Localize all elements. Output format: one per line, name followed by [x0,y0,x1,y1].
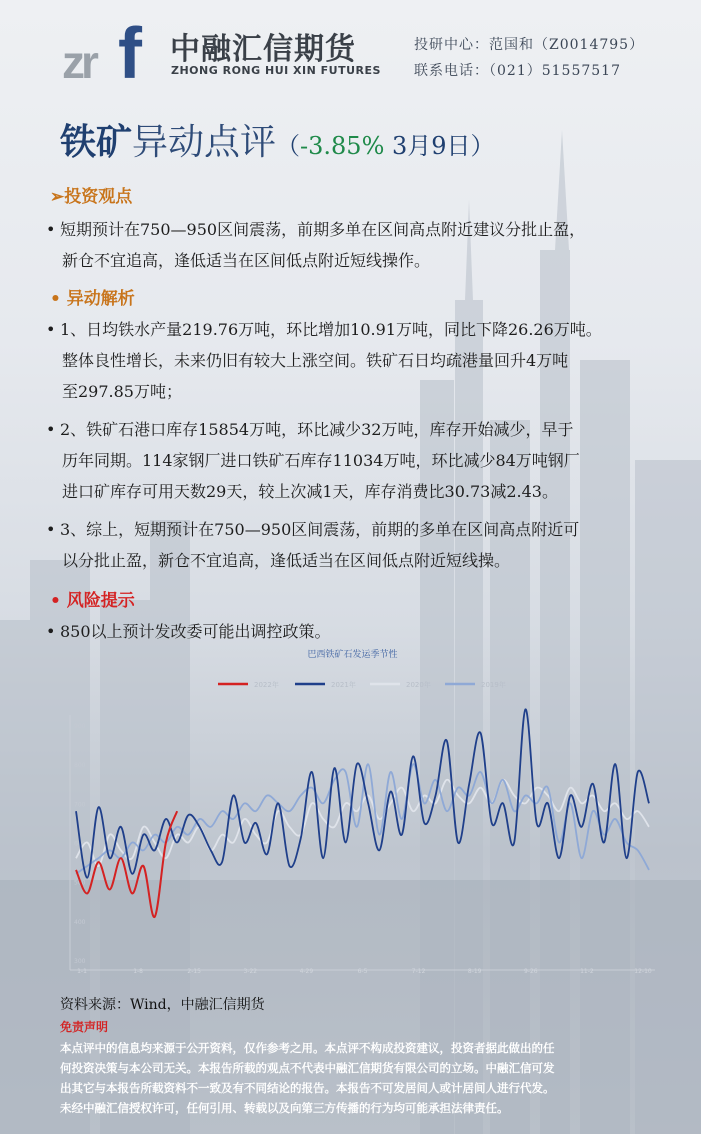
y-tick-label: 900 [74,723,86,730]
x-tick-label: 4-29 [299,968,314,975]
y-tick-label: 600 [74,840,86,848]
y-tick-label: 700 [74,801,86,809]
title-date: 3月9日） [384,132,495,160]
x-tick-label: 2-15 [187,968,202,975]
a3-line-2: 以分批止盈，新仓不宜追高，逢低适当在区间低点附近短线操。 [62,551,511,570]
logo-chinese-name: 中融汇信期货 [170,32,356,67]
section-head-view: ➢投资观点 [50,187,133,207]
risk-text: 850以上预计发改委可能出调控政策。 [60,622,331,641]
title-sub: 异动点评 [132,122,277,163]
view-text-2: 新仓不宜追高，逢低适当在区间低点附近短线操作。 [62,251,431,270]
section-head-analysis: • 异动解析 [50,289,135,309]
disclaimer-text [60,1038,650,1118]
title-main: 铁矿 [60,121,133,163]
analysis-item-1 [46,314,671,407]
view-text-1: 短期预计在750—950区间震荡，前期多单在区间高点附近建议分批止盈， [60,220,586,239]
x-tick-label: 6-5 [357,968,368,975]
contact-phone: 联系电话：（021）51557517 [414,63,621,79]
x-tick-label: 9-26 [523,968,538,975]
a1-line-2: 整体良性增长，未来仍旧有较大上涨空间。铁矿石日均疏港量回升4万吨 [62,351,569,370]
view-paragraph [46,214,671,276]
disclaimer-head: 免责声明 [60,1020,109,1034]
x-tick-label: 1-1 [77,968,87,975]
analysis-item-2 [46,414,671,507]
data-source: 资料来源：Wind，中融汇信期货 [60,997,265,1013]
a3-line-1: 3、综上，短期预计在750—950区间震荡，前期的多单在区间高点附近可 [60,520,580,539]
legend-label: 2021年 [331,681,356,689]
legend-label: 2019年 [481,681,506,689]
bullet: • [46,622,56,641]
x-tick-label: 1-8 [133,968,144,975]
disclaimer-line: 未经中融汇信授权许可，任何引用、转载以及向第三方传播的行为均可能承担法律责任。 [60,1101,509,1115]
x-tick-label: 7-12 [411,968,426,975]
svg-text:zr: zr [62,36,95,82]
disclaimer-line: 何投资决策与本公司无关。本报告所载的观点不代表中融汇信期货有限公司的立场。中融汇信可发 [60,1061,555,1075]
seasonal-line-chart [40,640,665,985]
bullet: • [46,420,56,439]
bullet: • [46,220,56,239]
disclaimer-line: 本点评中的信息均来源于公开资料，仅作参考之用。本点评不构成投资建议，投资者据此做出的任 [60,1041,555,1055]
analysis-item-3 [46,514,671,576]
section-head-risk: • 风险提示 [50,591,135,611]
series-line [76,764,649,874]
y-tick-label: 400 [74,918,86,926]
title-paren: （ [276,132,301,160]
x-tick-label: 8-19 [467,968,482,975]
x-tick-label: 3-22 [243,968,258,975]
a2-line-3: 进口矿库存可用天数29天，较上次减1天，库存消费比30.73减2.43。 [62,482,558,501]
chart-title: 巴西铁矿石发运季节性 [307,650,398,660]
price-change: -3.85% [300,132,385,160]
a2-line-2: 历年同期。114家钢厂进口铁矿石库存11034万吨，环比减少84万吨钢厂 [62,451,580,470]
x-tick-label: 12-10 [634,968,652,975]
svg-text:f: f [118,14,142,82]
analyst-info: 投研中心：范国和（Z0014795） [414,37,645,53]
logo-english-name: ZHONG RONG HUI XIN FUTURES [171,64,381,77]
y-tick-label: 300 [74,958,86,965]
bullet: • [46,320,56,339]
y-tick-label: 500 [74,879,86,887]
bullet: • [46,520,56,539]
x-tick-label: 11-2 [580,968,594,975]
a1-line-3: 至297.85万吨； [62,382,182,401]
header [0,0,701,96]
y-tick-label: 800 [74,762,86,770]
legend-label: 2020年 [406,681,431,689]
legend-label: 2022年 [254,681,279,689]
a1-line-1: 1、日均铁水产量219.76万吨，环比增加10.91万吨，同比下降26.26万吨。 [60,320,602,339]
a2-line-1: 2、铁矿石港口库存15854万吨，环比减少32万吨，库存开始减少，早于 [60,420,574,439]
page-title [60,114,495,165]
disclaimer-line: 出其它与本报告所载资料不一致及有不同结论的报告。本报告不可发居间人或计居间人进行代发。 [60,1081,555,1095]
company-logo-icon [62,12,162,82]
